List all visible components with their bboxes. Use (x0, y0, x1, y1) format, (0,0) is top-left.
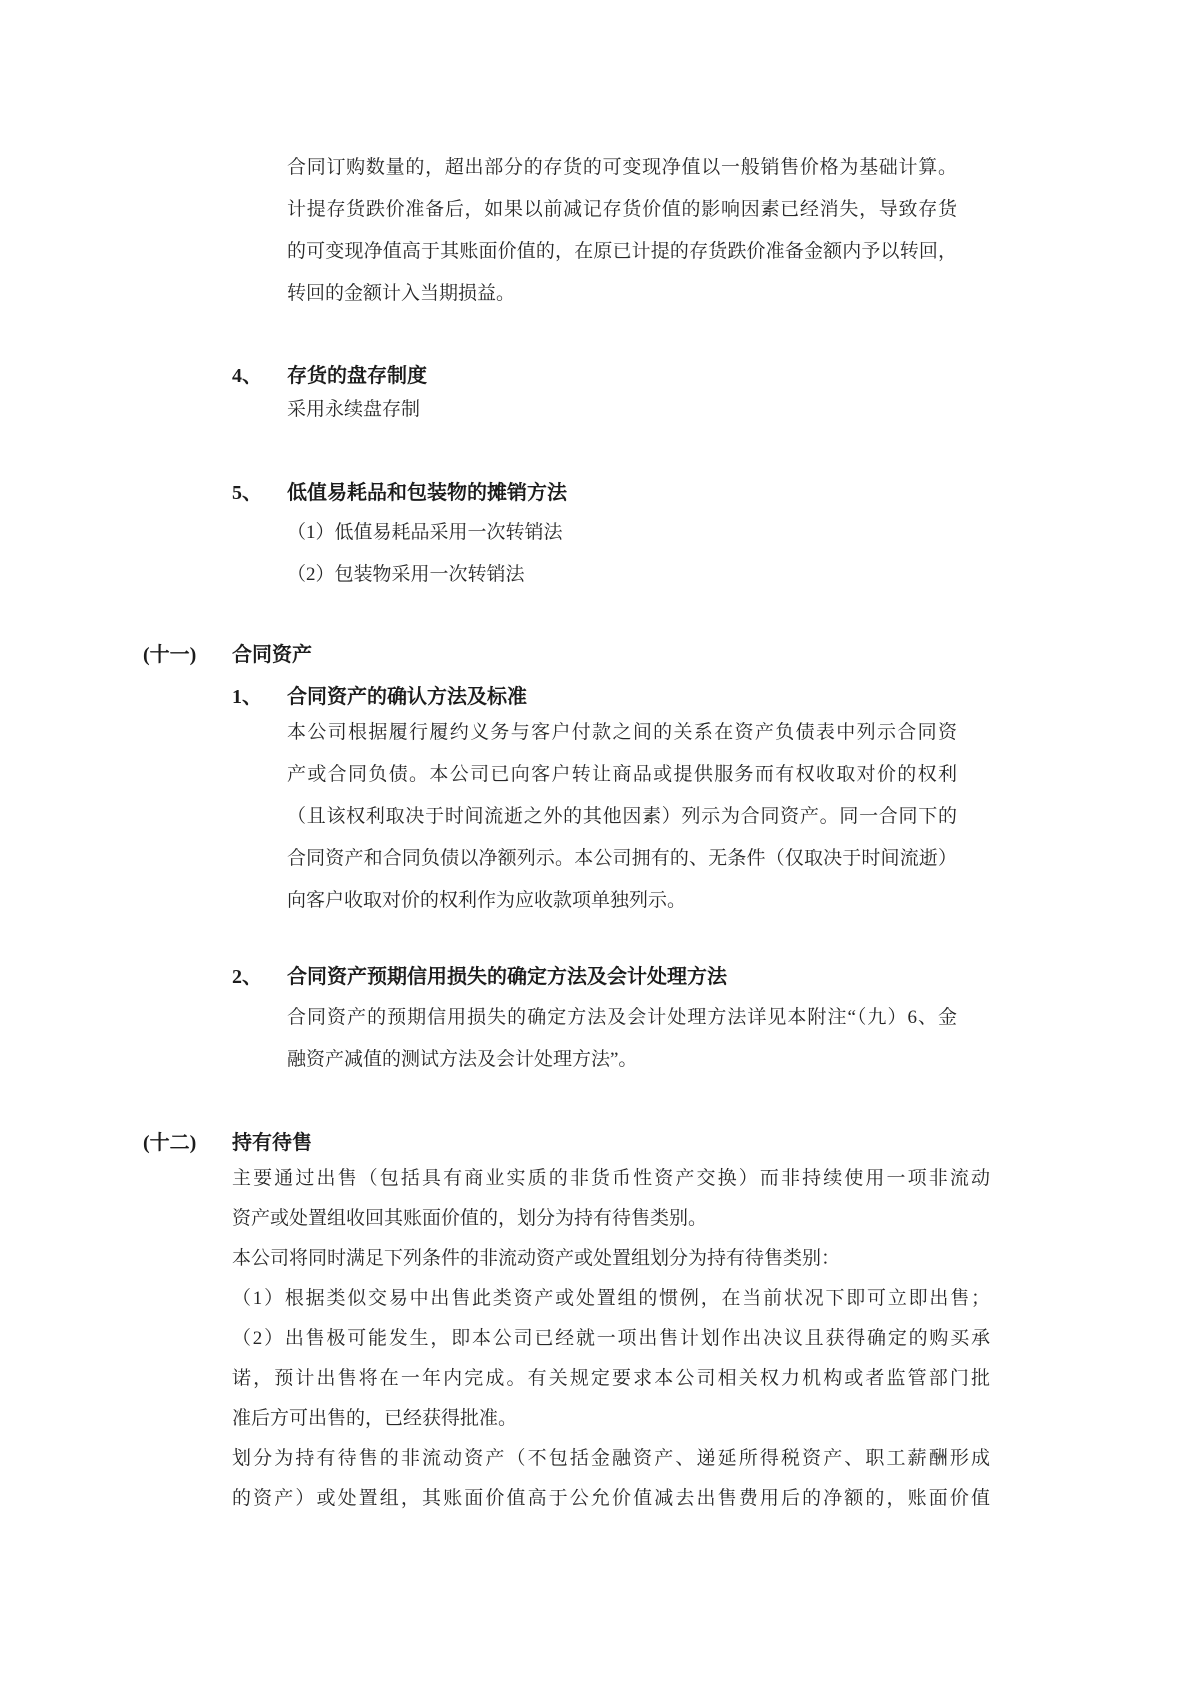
section-label: (十二) (143, 1132, 197, 1154)
section-11-1-heading (232, 683, 527, 711)
paragraph-line: 转回的金额计入当期损益。 (287, 283, 516, 304)
contract-asset-recognition-paragraph (287, 712, 957, 922)
list-item: （1）低值易耗品采用一次转销法 (287, 522, 563, 543)
section-label: (十一) (143, 644, 197, 666)
held-for-sale-paragraph (232, 1159, 990, 1519)
section-title: 低值易耗品和包装物的摊销方法 (287, 482, 567, 504)
section-5-heading (232, 479, 567, 507)
section-number: 2、 (232, 966, 262, 988)
section-title: 合同资产的确认方法及标准 (287, 686, 527, 708)
inventory-nrv-paragraph (287, 147, 957, 315)
paragraph-line: 合同资产和合同负债以净额列示。本公司拥有的、无条件（仅取决于时间流逝） (287, 848, 957, 869)
section-number: 1、 (232, 686, 262, 708)
paragraph-line: 本公司根据履行履约义务与客户付款之间的关系在资产负债表中列示合同资 (287, 722, 957, 743)
section-11-heading (143, 641, 312, 669)
paragraph-line: （2）出售极可能发生，即本公司已经就一项出售计划作出决议且获得确定的购买承 (232, 1328, 990, 1349)
paragraph-line: 资产或处置组收回其账面价值的，划分为持有待售类别。 (232, 1208, 708, 1229)
section-11-2-heading (232, 963, 727, 991)
paragraph-line: （且该权利取决于时间流逝之外的其他因素）列示为合同资产。同一合同下的 (287, 806, 957, 827)
paragraph-line: 划分为持有待售的非流动资产（不包括金融资产、递延所得税资产、职工薪酬形成 (232, 1448, 990, 1469)
paragraph-line: 向客户收取对价的权利作为应收款项单独列示。 (287, 890, 687, 911)
section-title: 合同资产预期信用损失的确定方法及会计处理方法 (287, 966, 727, 988)
section-number: 4、 (232, 365, 262, 387)
section-12-heading (143, 1129, 312, 1157)
section-title: 持有待售 (232, 1132, 312, 1154)
list-item: （2）包装物采用一次转销法 (287, 564, 525, 585)
paragraph-line: （1）根据类似交易中出售此类资产或处置组的惯例，在当前状况下即可立即出售； (232, 1288, 990, 1309)
section-4-body: 采用永续盘存制 (287, 399, 421, 420)
section-number: 5、 (232, 482, 262, 504)
section-title: 合同资产 (232, 644, 312, 666)
paragraph-line: 合同资产的预期信用损失的确定方法及会计处理方法详见本附注“（九）6、金 (287, 1007, 957, 1028)
contract-asset-ecl-paragraph (287, 997, 957, 1081)
section-4-heading (232, 362, 427, 390)
paragraph-line: 合同订购数量的，超出部分的存货的可变现净值以一般销售价格为基础计算。 (287, 157, 957, 178)
paragraph-line: 计提存货跌价准备后，如果以前减记存货价值的影响因素已经消失，导致存货 (287, 199, 957, 220)
section-title: 存货的盘存制度 (287, 365, 427, 387)
paragraph-line: 融资产减值的测试方法及会计处理方法”。 (287, 1049, 638, 1070)
paragraph-line: 的资产）或处置组，其账面价值高于公允价值减去出售费用后的净额的，账面价值 (232, 1488, 990, 1509)
paragraph-line: 准后方可出售的，已经获得批准。 (232, 1408, 518, 1429)
paragraph-line: 主要通过出售（包括具有商业实质的非货币性资产交换）而非持续使用一项非流动 (232, 1168, 990, 1189)
paragraph-line: 的可变现净值高于其账面价值的，在原已计提的存货跌价准备金额内予以转回， (287, 241, 957, 262)
paragraph-line: 本公司将同时满足下列条件的非流动资产或处置组划分为持有待售类别： (232, 1248, 841, 1269)
paragraph-line: 产或合同负债。本公司已向客户转让商品或提供服务而有权收取对价的权利 (287, 764, 957, 785)
paragraph-line: 诺，预计出售将在一年内完成。有关规定要求本公司相关权力机构或者监管部门批 (232, 1368, 990, 1389)
